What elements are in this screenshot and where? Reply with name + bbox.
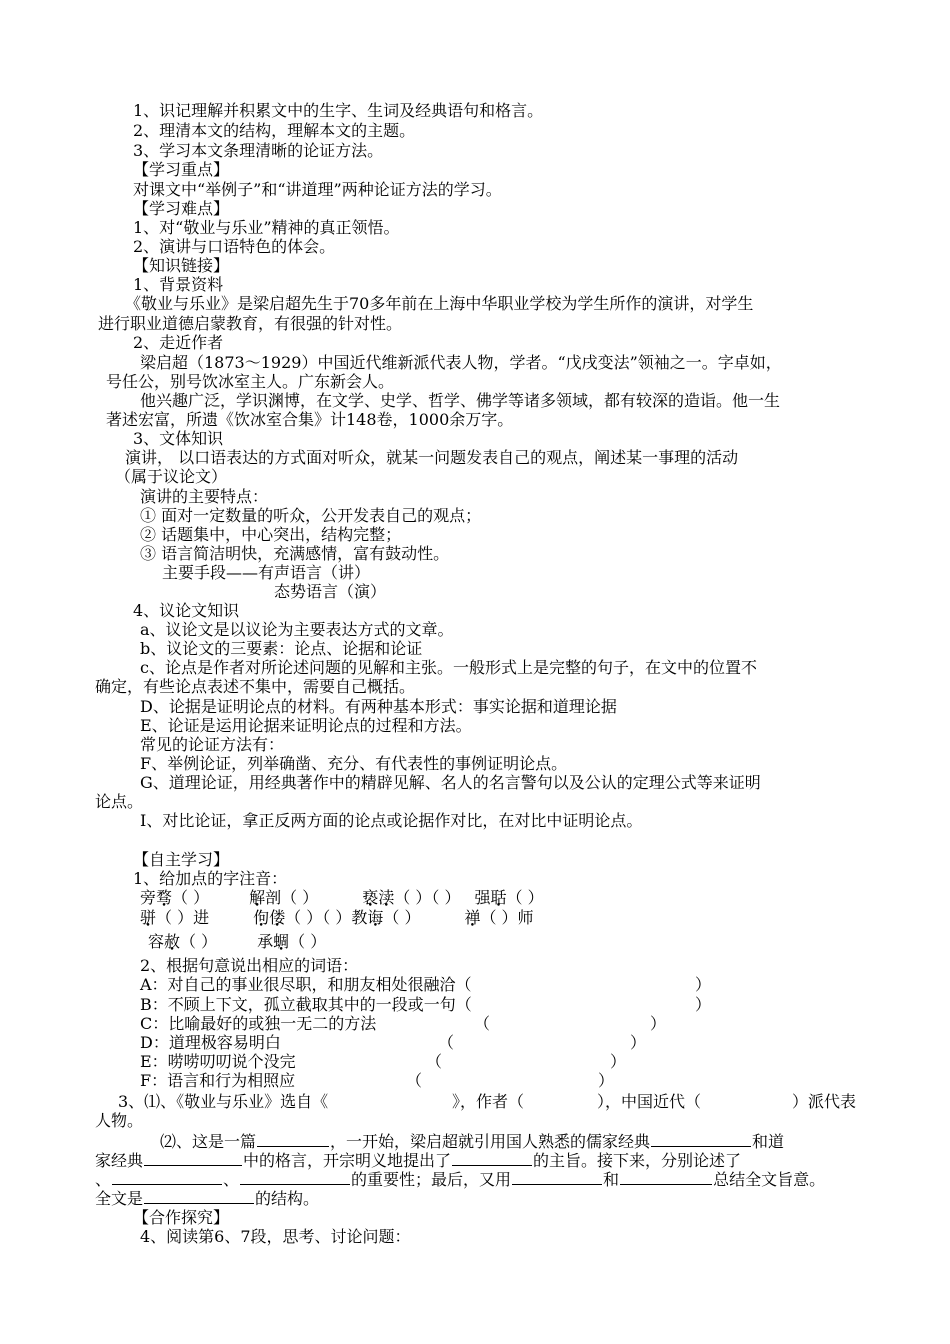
genre-line-2: （属于议论文） bbox=[115, 467, 228, 486]
speech-feature-2: ② 话题集中，中心突出，结构完整； bbox=[140, 525, 402, 544]
difficulty-item-1: 1、对“敬业与乐业”精神的真正领悟。 bbox=[133, 218, 400, 237]
q2-item-b-close: ） bbox=[695, 995, 712, 1014]
blank-line[interactable] bbox=[512, 1169, 602, 1185]
argument-title: 4、议论文知识 bbox=[133, 601, 240, 620]
cooperation-heading: 【合作探究】 bbox=[133, 1208, 230, 1227]
speech-feature-1: ① 面对一定数量的听众，公开发表自己的观点； bbox=[140, 506, 482, 525]
knowledge-heading: 【知识链接】 bbox=[133, 256, 230, 275]
q2-item-f: F：语言和行为相照应 bbox=[140, 1071, 296, 1090]
difficulty-item-2: 2、演讲与口语特色的体会。 bbox=[133, 237, 336, 256]
speech-means-1: 主要手段——有声语言（讲） bbox=[162, 563, 371, 582]
background-title: 1、背景资料 bbox=[133, 275, 224, 294]
speech-features-title: 演讲的主要特点： bbox=[140, 487, 269, 506]
dotted-char: 禅 bbox=[464, 908, 481, 927]
pinyin-row-1: 旁骛（ ） 解剖（ ） 亵渎（ ）（ ） 强聒（ ） bbox=[140, 888, 544, 907]
q1-title: 1、给加点的字注音： bbox=[133, 869, 288, 888]
dotted-char: 聒 bbox=[490, 888, 507, 907]
dotted-char: 解 bbox=[249, 888, 266, 907]
blank-line[interactable] bbox=[144, 1188, 254, 1204]
objective-3: 3、学习本文条理清晰的论证方法。 bbox=[133, 141, 384, 160]
argument-c-line-1: c、论点是作者对所论述问题的见解和主张。一般形式上是完整的句子，在文中的位置不 bbox=[140, 658, 757, 677]
argument-f: F、举例论证，列举确凿、充分、有代表性的事例证明论点。 bbox=[140, 754, 568, 773]
self-study-heading: 【自主学习】 bbox=[133, 850, 230, 869]
q2-title: 2、根据句意说出相应的词语： bbox=[140, 956, 359, 975]
argument-e: E、论证是运用论据来证明论点的过程和方法。 bbox=[140, 716, 472, 735]
speech-means-2: 态势语言（演） bbox=[274, 582, 387, 601]
q2-item-c-open: （ bbox=[474, 1014, 491, 1033]
focus-heading: 【学习重点】 bbox=[133, 160, 230, 179]
argument-c-line-2: 确定，有些论点表述不集中，需要自己概括。 bbox=[95, 677, 416, 696]
focus-content: 对课文中“举例子”和“讲道理”两种论证方法的学习。 bbox=[133, 180, 502, 199]
argument-d: D、论据是证明论点的材料。有两种基本形式：事实论据和道理论据 bbox=[140, 697, 617, 716]
q3-line-1a: 3、⑴、《敬业与乐业》选自《 bbox=[118, 1092, 329, 1111]
author-line-2: 号任公，别号饮冰室主人。广东新会人。 bbox=[106, 372, 395, 391]
dotted-char: 亵 bbox=[362, 888, 379, 907]
author-line-4: 著述宏富，所遗《饮冰室合集》计148卷，1000余万字。 bbox=[106, 410, 514, 429]
pinyin-row-2: 骈（ ）进 佝偻（ ）（ ）教诲（ ） 禅（ ）师 bbox=[140, 908, 534, 927]
q2-item-c-close: ） bbox=[650, 1014, 667, 1033]
q2-item-e-close: ） bbox=[610, 1052, 627, 1071]
q3-line-4: 家经典 中的格言，开宗明义地提出了 的主旨。接下来，分别论述了 bbox=[95, 1151, 742, 1170]
objective-2: 2、理清本文的结构，理解本文的主题。 bbox=[133, 121, 416, 140]
argument-i: I、对比论证，拿正反两方面的论点或论据作对比，在对比中证明论点。 bbox=[140, 811, 643, 830]
dotted-char: 偻 bbox=[269, 908, 286, 927]
q2-item-d-open: （ bbox=[438, 1033, 455, 1052]
objective-1: 1、识记理解并积累文中的生字、生词及经典语句和格言。 bbox=[133, 101, 544, 120]
blank-line[interactable] bbox=[240, 1169, 350, 1185]
dotted-char: 赦 bbox=[164, 932, 181, 951]
genre-title: 3、文体知识 bbox=[133, 429, 224, 448]
argument-a: a、议论文是以议论为主要表达方式的文章。 bbox=[140, 620, 454, 639]
blank-line[interactable] bbox=[257, 1131, 329, 1147]
q2-item-a-close: ） bbox=[695, 975, 712, 994]
q3-line-1c: ），中国近代（ bbox=[597, 1092, 702, 1111]
q3-line-1d: ）派代表 bbox=[792, 1092, 857, 1111]
q2-item-c: C：比喻最好的或独一无二的方法 bbox=[140, 1014, 377, 1033]
blank-line[interactable] bbox=[144, 1150, 242, 1166]
blank-line[interactable] bbox=[112, 1169, 222, 1185]
q3-line-5: 、 、 的重要性；最后，又用 和 总结全文旨意。 bbox=[95, 1170, 826, 1189]
blank-line[interactable] bbox=[651, 1131, 751, 1147]
argument-g-line-2: 论点。 bbox=[95, 792, 144, 811]
argument-b: b、议论文的三要素：论点、论据和论证 bbox=[140, 639, 423, 658]
author-line-3: 他兴趣广泛，学识渊博，在文学、史学、哲学、佛学等诸多领域，都有较深的造诣。他一生 bbox=[140, 391, 781, 410]
methods-title: 常见的论证方法有： bbox=[140, 735, 285, 754]
background-line-2: 进行职业道德启蒙教育，有很强的针对性。 bbox=[98, 314, 403, 333]
dotted-char: 渎 bbox=[378, 888, 395, 907]
difficulty-heading: 【学习难点】 bbox=[133, 199, 230, 218]
q2-item-e-open: （ bbox=[426, 1052, 443, 1071]
q3-line-3: ⑵、这是一篇 ，一开始，梁启超就引用国人熟悉的儒家经典 和道 bbox=[160, 1132, 785, 1151]
q2-item-a: A：对自己的事业很尽职，和朋友相处很融洽（ bbox=[140, 975, 472, 994]
q2-item-b: B：不顾上下文，孤立截取其中的一段或一句（ bbox=[140, 995, 472, 1014]
q2-item-d-close: ） bbox=[630, 1033, 647, 1052]
q4-prompt: 4、阅读第6、7段，思考、讨论问题： bbox=[140, 1227, 411, 1246]
pinyin-row-3: 容赦（ ） 承蜩（ ） bbox=[148, 932, 327, 951]
q3-line-6: 全文是 的结构。 bbox=[95, 1189, 320, 1208]
argument-g-line-1: G、道理论证，用经典著作中的精辟见解、名人的名言警句以及公认的定理公式等来证明 bbox=[140, 773, 761, 792]
blank-line[interactable] bbox=[452, 1150, 532, 1166]
dotted-char: 骛 bbox=[156, 888, 173, 907]
blank-line[interactable] bbox=[620, 1169, 712, 1185]
q3-line-2: 人物。 bbox=[95, 1111, 144, 1130]
author-title: 2、走近作者 bbox=[133, 333, 224, 352]
author-line-1: 梁启超（1873～1929）中国近代维新派代表人物，学者。“戊戌变法”领袖之一。字卓如， bbox=[140, 353, 782, 372]
q2-item-e: E：唠唠叨叨说个没完 bbox=[140, 1052, 296, 1071]
background-line-1: 《敬业与乐业》是梁启超先生于70多年前在上海中华职业学校为学生所作的演讲，对学生 bbox=[125, 294, 754, 313]
q2-item-d: D：道理极容易明白 bbox=[140, 1033, 281, 1052]
q2-item-f-close: ） bbox=[598, 1071, 615, 1090]
q3-line-1b: 》，作者（ bbox=[452, 1092, 525, 1111]
q2-item-f-open: （ bbox=[406, 1071, 423, 1090]
dotted-char: 骈 bbox=[140, 908, 157, 927]
dotted-char: 佝 bbox=[253, 908, 270, 927]
genre-line-1: 演讲， 以口语表达的方式面对听众，就某一问题发表自己的观点，阐述某一事理的活动 bbox=[125, 448, 739, 467]
dotted-char: 蜩 bbox=[273, 932, 290, 951]
speech-feature-3: ③ 语言简洁明快，充满感情，富有鼓动性。 bbox=[140, 544, 450, 563]
dotted-char: 诲 bbox=[367, 908, 384, 927]
